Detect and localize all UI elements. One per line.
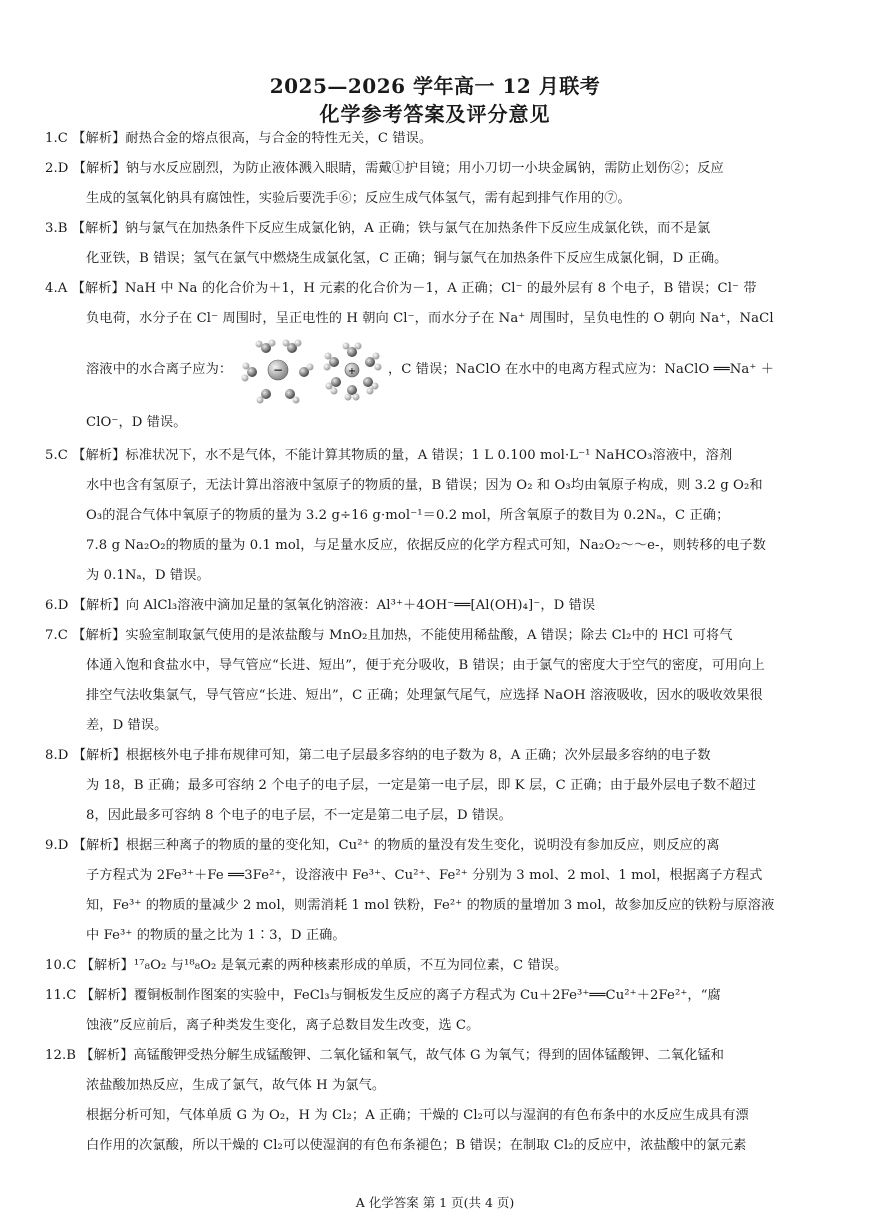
answer-line-hydrated-tail [388, 355, 828, 385]
hydrated-chloride-ion [242, 340, 314, 404]
answer-line: 知，Fe³⁺ 的物质的量减少 2 mol，则需消耗 1 mol 铁粉，Fe²⁺ 的物质的量增加 3 mol，故参加反应的铁粉与原溶液 [86, 898, 775, 913]
answer-line: 体通入饱和食盐水中，导气管应“长进、短出”，便于充分吸收，B 错误；由于氯气的密度大于空气的密度，可用向上 [86, 658, 765, 673]
answer-item-10 [45, 951, 825, 981]
answer-line: 1.C 【解析】耐热合金的熔点很高，与合金的特性无关，C 错误。 [45, 131, 433, 146]
answer-line: 为 0.1Nₐ，D 错误。 [86, 568, 210, 583]
answer-line: 9.D 【解析】根据三种离子的物质的量的变化知，Cu²⁺ 的物质的量没有发生变化，说明没有参加反应，则反应的离 [45, 838, 720, 853]
answer-line: 4.A 【解析】NaH 中 Na 的化合价为＋1，H 元素的化合价为－1，A 正确；Cl⁻ 的最外层有 8 个电子，B 错误；Cl⁻ 带 [45, 281, 757, 296]
answer-item-7 [45, 621, 825, 741]
answer-line: 7.C 【解析】实验室制取氯气使用的是浓盐酸与 MnO₂且加热，不能使用稀盐酸，A 错误；除去 Cl₂中的 HCl 可将气 [45, 628, 733, 643]
answer-item-11 [45, 981, 825, 1041]
answer-line: 溶液中的水合离子应为： [86, 362, 233, 377]
plus-sign: + [347, 366, 357, 377]
answer-line: ClO⁻，D 错误。 [86, 415, 187, 430]
hydrated-ions-figure [238, 338, 388, 404]
answer-line: 子方程式为 2Fe³⁺＋Fe ══3Fe²⁺，设溶液中 Fe³⁺、Cu²⁺、Fe²⁺ 分别为 3 mol、2 mol、1 mol，根据离子方程式 [86, 868, 763, 883]
answer-line: 7.8 g Na₂O₂的物质的量为 0.1 mol，与足量水反应，依据反应的化学方程式可知，Na₂O₂～～e-，则转移的电子数 [86, 538, 766, 553]
answer-line: 水中也含有氢原子，无法计算出溶液中氢原子的物质的量，B 错误；因为 O₂ 和 O₃均由氧原子构成，则 3.2 g O₂和 [86, 478, 763, 493]
answer-line: 2.D 【解析】钠与水反应剧烈，为防止液体溅入眼睛，需戴①护目镜；用小刀切一小块金属钠，需防止划伤②；反应 [45, 161, 724, 176]
answer-item-1 [45, 124, 825, 154]
exam-title: 2025—2026 学年高一 12 月联考 [269, 74, 601, 98]
answer-line: 5.C 【解析】标准状况下，水不是气体，不能计算其物质的量，A 错误；1 L 0.100 mol·L⁻¹ NaHCO₃溶液中，溶剂 [45, 448, 733, 463]
answer-line: 根据分析可知，气体单质 G 为 O₂，H 为 Cl₂；A 正确；干燥的 Cl₂可以与湿润的有色布条中的水反应生成具有漂 [86, 1108, 749, 1123]
answer-line: 6.D 【解析】向 AlCl₃溶液中滴加足量的氢氧化钠溶液：Al³⁺＋4OH⁻══[Al(OH)₄]⁻，D 错误 [45, 598, 596, 613]
minus-sign: − [272, 363, 284, 377]
answer-item-2 [45, 154, 825, 214]
answer-line: ，C 错误；NaClO 在水中的电离方程式应为：NaClO ══Na⁺ ＋ [388, 362, 775, 377]
document-title: 化学参考答案及评分意见 [319, 102, 551, 126]
answer-line: 11.C 【解析】覆铜板制作图案的实验中，FeCl₃与铜板发生反应的离子方程式为 Cu＋2Fe³⁺══Cu²⁺＋2Fe²⁺，“腐 [45, 988, 721, 1003]
answer-item-8 [45, 741, 825, 831]
answer-line: 中 Fe³⁺ 的物质的量之比为 1∶3，D 正确。 [86, 928, 346, 943]
answer-line: 生成的氢氧化钠具有腐蚀性，实验后要洗手⑥；反应生成气体氢气，需有起到排气作用的⑦。 [86, 191, 631, 206]
answer-line: 化亚铁，B 错误；氢气在氯气中燃烧生成氯化氢，C 正确；铜与氯气在加热条件下反应生成氯化铜，D 正确。 [86, 251, 728, 266]
answer-item-4 [45, 274, 825, 334]
answer-line: 10.C 【解析】¹⁷₈O₂ 与¹⁸₈O₂ 是氧元素的两种核素形成的单质，不互为同位素，C 错误。 [45, 958, 568, 973]
answer-item-5 [45, 441, 825, 591]
answer-line: 8.D 【解析】根据核外电子排布规律可知，第二电子层最多容纳的电子数为 8，A 正确；次外层最多容纳的电子数 [45, 748, 711, 763]
answer-line: 12.B 【解析】高锰酸钾受热分解生成锰酸钾、二氧化锰和氧气，故气体 G 为氧气；得到的固体锰酸钾、二氧化锰和 [45, 1048, 725, 1063]
answer-line: 8，因此最多可容纳 8 个电子的电子层，不一定是第二电子层，D 错误。 [86, 808, 512, 823]
answer-line-clo [86, 408, 386, 438]
answer-line: 蚀液”反应前后，离子种类发生变化，离子总数目发生改变，选 C。 [86, 1018, 480, 1033]
answer-line: 浓盐酸加热反应，生成了氯气，故气体 H 为氯气。 [86, 1078, 386, 1093]
hydrated-sodium-ion [324, 343, 382, 401]
answer-line: 排空气法收集氯气，导气管应“长进、短出”，C 正确；处理氯气尾气，应选择 NaOH 溶液吸收，因水的吸收效果很 [86, 688, 763, 703]
answer-line: 负电荷，水分子在 Cl⁻ 周围时，呈正电性的 H 朝向 Cl⁻，而水分子在 Na⁺ 周围时，呈负电性的 O 朝向 Na⁺，NaCl [86, 311, 774, 326]
answer-item-6 [45, 591, 825, 621]
answer-line: O₃的混合气体中氧原子的物质的量为 3.2 g÷16 g·mol⁻¹＝0.2 mol，所含氧原子的数目为 0.2Nₐ，C 正确； [86, 508, 730, 523]
answer-item-3 [45, 214, 825, 274]
page-footer: A 化学答案 第 1 页(共 4 页) [355, 1195, 515, 1210]
answer-line: 为 18，B 正确；最多可容纳 2 个电子的电子层，一定是第一电子层，即 K 层，C 正确；由于最外层电子数不超过 [86, 778, 757, 793]
answer-line: 差，D 错误。 [86, 718, 168, 733]
answer-line: 3.B 【解析】钠与氯气在加热条件下反应生成氯化钠，A 正确；铁与氯气在加热条件下反应生成氯化铁，而不是氯 [45, 221, 711, 236]
answer-item-9 [45, 831, 825, 951]
answer-item-12 [45, 1041, 825, 1161]
answer-line: 白作用的次氯酸，所以干燥的 Cl₂可以使湿润的有色布条褪色；B 错误；在制取 Cl₂的反应中，浓盐酸中的氯元素 [86, 1138, 747, 1153]
